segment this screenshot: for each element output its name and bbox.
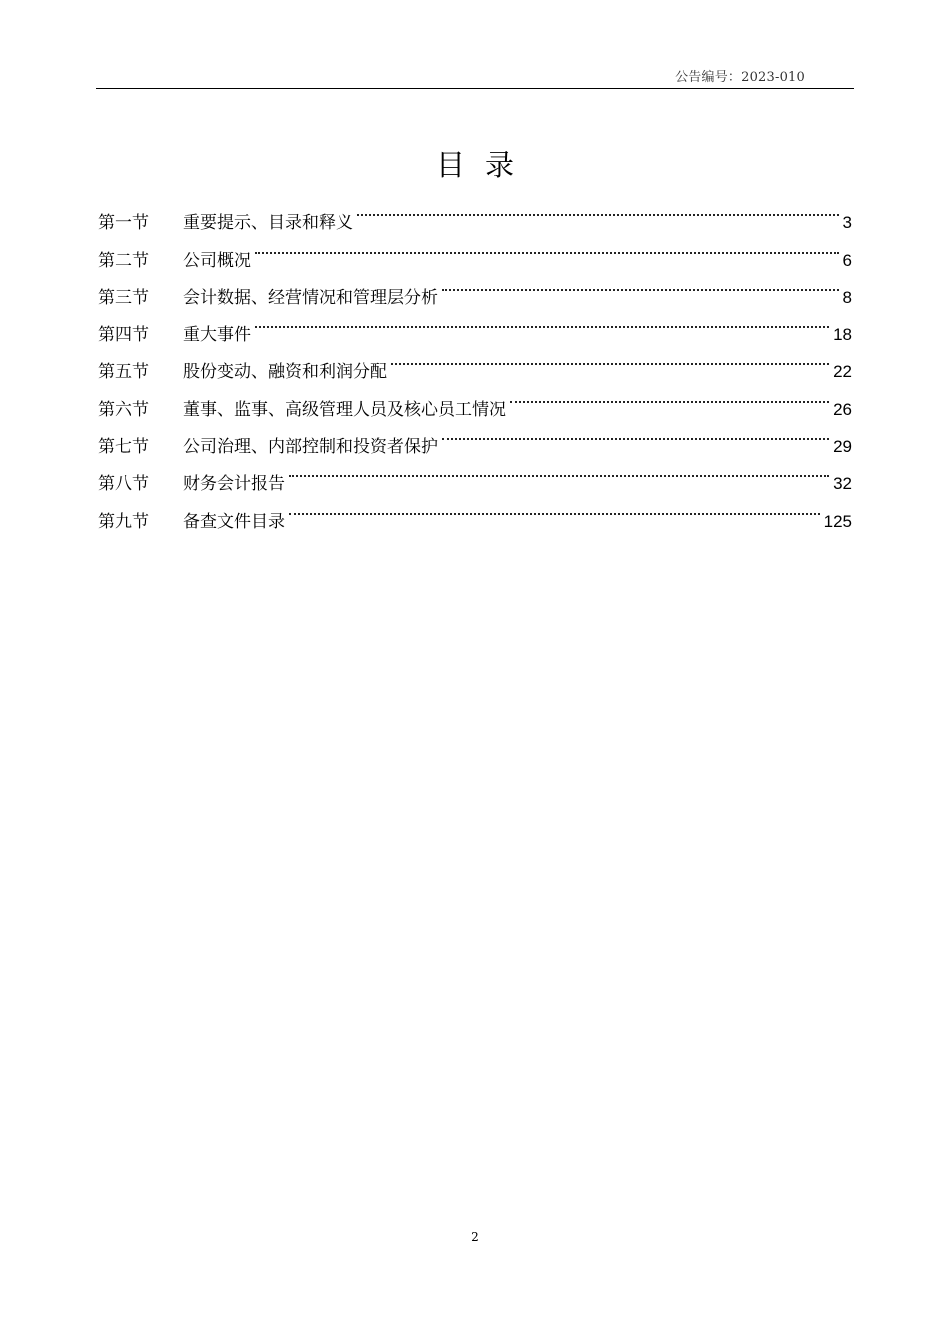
- toc-dot-leader: [289, 452, 829, 489]
- toc-section-number: 第七节: [98, 437, 149, 458]
- toc-section-title: 会计数据、经营情况和管理层分析: [183, 287, 438, 308]
- toc-dot-leader: [255, 303, 829, 340]
- toc-dot-leader: [442, 415, 829, 452]
- toc-section-number: 第一节: [98, 213, 149, 234]
- toc-page-number: 6: [842, 250, 852, 270]
- footer-page-number: 2: [471, 1230, 479, 1244]
- toc-page-number: 29: [833, 437, 852, 457]
- toc-page-number: 22: [833, 362, 852, 382]
- toc-section-title: 公司治理、内部控制和投资者保护: [183, 437, 438, 458]
- toc-section-number: 第五节: [98, 362, 149, 383]
- toc-page-number: 26: [833, 399, 852, 419]
- toc-page-number: 8: [842, 287, 852, 307]
- toc-section-number: 第九节: [98, 511, 149, 532]
- toc-page-number: 32: [833, 474, 852, 494]
- toc-section-number: 第八节: [98, 474, 149, 495]
- toc-title: 目录: [435, 148, 534, 182]
- toc-section-title: 重要提示、目录和释义: [183, 213, 353, 234]
- toc-section-title: 董事、监事、高级管理人员及核心员工情况: [183, 399, 506, 420]
- toc-dot-leader: [289, 489, 820, 526]
- header-divider: [96, 88, 854, 89]
- toc-section-number: 第六节: [98, 399, 149, 420]
- toc-section-title: 备查文件目录: [183, 511, 285, 532]
- toc-page-number: 125: [823, 511, 852, 531]
- toc-section-number: 第三节: [98, 287, 149, 308]
- toc-section-number: 第四节: [98, 325, 149, 346]
- toc-section-number: 第二节: [98, 250, 149, 271]
- toc-section-title: 财务会计报告: [183, 474, 285, 495]
- toc-dot-leader: [442, 266, 839, 303]
- toc-entry-section-1[interactable]: [98, 191, 852, 234]
- toc-dot-leader: [357, 191, 839, 228]
- toc-dot-leader: [391, 340, 829, 377]
- toc-page-number: 18: [833, 325, 852, 345]
- toc-page-number: 3: [842, 213, 852, 233]
- toc-section-title: 公司概况: [183, 250, 251, 271]
- announcement-number: 公告编号：2023-010: [675, 70, 805, 85]
- toc-dot-leader: [510, 377, 829, 414]
- table-of-contents: [98, 191, 852, 532]
- toc-dot-leader: [255, 228, 839, 265]
- toc-section-title: 股份变动、融资和利润分配: [183, 362, 387, 383]
- toc-section-title: 重大事件: [183, 325, 251, 346]
